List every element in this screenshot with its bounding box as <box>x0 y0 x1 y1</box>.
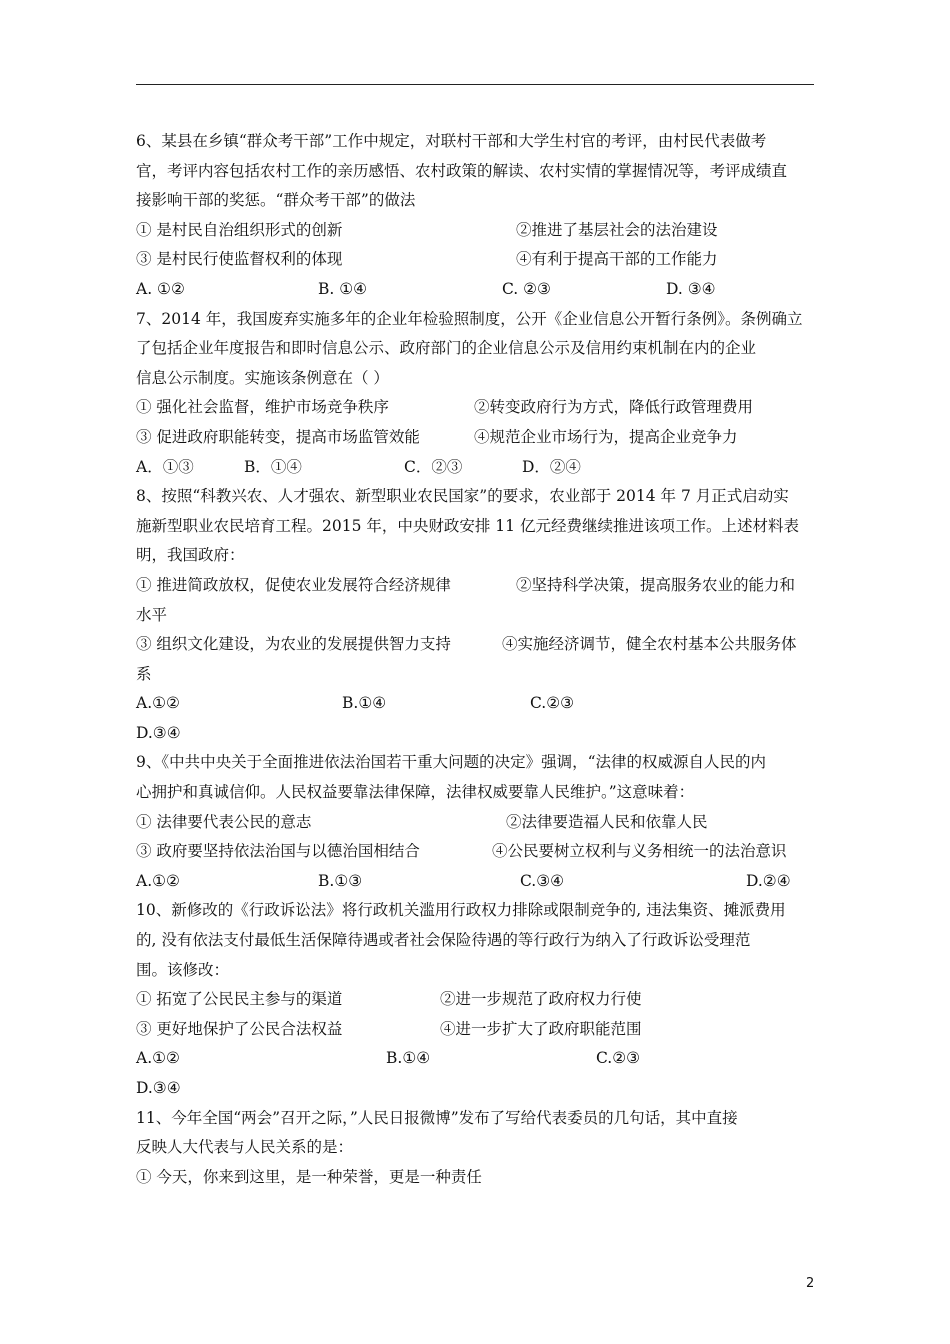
question-stem-line: 的, 没有依法支付最低生活保障待遇或者社会保险待遇的等行政行为纳入了行政诉讼受理范 <box>136 931 751 950</box>
choice-row <box>136 1074 816 1104</box>
page-content <box>136 127 816 1192</box>
header-rule <box>136 84 814 85</box>
choice-b: B.①③ <box>318 871 363 890</box>
choice-b: B. ①④ <box>318 279 368 298</box>
question-stem-line: 8、按照“科教兴农、人才强农、新型职业农民国家”的要求，农业部于 2014 年 7 月正式启动实 <box>136 487 789 506</box>
statement-row <box>136 571 816 601</box>
statement-4: ④有利于提高干部的工作能力 <box>516 250 718 269</box>
question-stem-line: 官，考评内容包括农村工作的亲历感悟、农村政策的解读、农村实情的掌握情况等，考评成绩直 <box>136 161 788 180</box>
statement-1: ① 拓宽了公民民主参与的渠道 <box>136 990 343 1009</box>
statement-4: ④公民要树立权利与义务相统一的法治意识 <box>492 842 787 861</box>
choice-c: C.③④ <box>520 871 565 890</box>
statement-row <box>136 216 816 246</box>
question-stem-line: 明，我国政府： <box>136 546 245 565</box>
statement-1: ① 推进简政放权，促使农业发展符合经济规律 <box>136 575 451 594</box>
statement-2: ②坚持科学决策，提高服务农业的能力和 <box>516 575 796 594</box>
choice-c: C．②③ <box>404 457 463 476</box>
statement-1: ① 法律要代表公民的意志 <box>136 812 312 831</box>
question-stem-line: 反映人大代表与人民关系的是： <box>136 1138 354 1157</box>
statement-continuation: 水平 <box>136 605 168 624</box>
statement-3: ③ 组织文化建设，为农业的发展提供智力支持 <box>136 635 451 654</box>
question-stem-line: 10、新修改的《行政诉讼法》将行政机关滥用行政权力排除或限制竞争的, 违法集资、摊派费用 <box>136 901 786 920</box>
choice-row <box>136 453 816 483</box>
statement-1: ① 是村民自治组织形式的创新 <box>136 220 343 239</box>
page-number: 2 <box>806 1276 815 1291</box>
statement-row <box>136 808 816 838</box>
question-8 <box>136 482 816 748</box>
statement-row <box>136 630 816 660</box>
choice-d: D.③④ <box>136 723 181 742</box>
question-stem-line: 9、《中共中央关于全面推进依法治国若干重大问题的决定》强调，“法律的权威源自人民的内 <box>136 753 767 772</box>
statement-1: ① 强化社会监督，维护市场竞争秩序 <box>136 398 389 417</box>
choice-a: A.①② <box>136 694 180 713</box>
question-11 <box>136 1104 816 1193</box>
statement-2: ②法律要造福人民和依靠人民 <box>506 812 708 831</box>
choice-a: A.①② <box>136 871 180 890</box>
question-stem-line: 6、某县在乡镇“群众考干部”工作中规定，对联村干部和大学生村官的考评，由村民代表做考 <box>136 132 767 150</box>
question-stem-line: 了包括企业年度报告和即时信息公示、政府部门的企业信息公示及信用约束机制在内的企业 <box>136 339 757 358</box>
choice-d: D．②④ <box>522 457 581 476</box>
statement-3: ③ 更好地保护了公民合法权益 <box>136 1019 343 1038</box>
choice-d: D. ③④ <box>666 279 716 298</box>
statement-2: ②转变政府行为方式，降低行政管理费用 <box>474 398 754 417</box>
choice-row <box>136 275 816 305</box>
question-stem-line: 信息公示制度。实施该条例意在（ ） <box>136 368 389 387</box>
question-stem-line: 接影响干部的奖惩。“群众考干部”的做法 <box>136 191 416 210</box>
statement-4: ④实施经济调节，健全农村基本公共服务体 <box>502 635 797 654</box>
question-stem-line: 围。该修改： <box>136 960 230 979</box>
choice-row <box>136 867 816 897</box>
choice-row <box>136 689 816 719</box>
statement-4: ④规范企业市场行为，提高企业竞争力 <box>474 427 738 446</box>
choice-a: A．①③ <box>136 457 194 476</box>
statement-row <box>136 423 816 453</box>
statement-row <box>136 985 816 1015</box>
question-7 <box>136 305 816 483</box>
choice-a: A. ①② <box>136 279 185 298</box>
question-9 <box>136 748 816 896</box>
choice-c: C.②③ <box>596 1049 641 1068</box>
statement-2: ②推进了基层社会的法治建设 <box>516 220 718 239</box>
choice-a: A.①② <box>136 1049 180 1068</box>
statement-4: ④进一步扩大了政府职能范围 <box>440 1019 642 1038</box>
statement-3: ③ 政府要坚持依法治国与以德治国相结合 <box>136 842 420 861</box>
question-stem-line: 11、今年全国“两会”召开之际，”人民日报微博”发布了写给代表委员的几句话，其中直接 <box>136 1108 738 1127</box>
question-10 <box>136 896 816 1103</box>
statement-continuation: 系 <box>136 664 152 683</box>
statement-3: ③ 促进政府职能转变，提高市场监管效能 <box>136 427 420 446</box>
choice-c: C. ②③ <box>502 279 551 298</box>
choice-row <box>136 1044 816 1074</box>
question-stem-line: 7、2014 年，我国废弃实施多年的企业年检验照制度，公开《企业信息公开暂行条例》。条例确立 <box>136 309 803 328</box>
question-stem-line: 心拥护和真诚信仰。人民权益要靠法律保障，法律权威要靠人民维护。”这意味着： <box>136 783 695 802</box>
statement-1: ① 今天，你来到这里，是一种荣誉，更是一种责任 <box>136 1167 482 1186</box>
choice-b: B．①④ <box>244 457 302 476</box>
statement-3: ③ 是村民行使监督权利的体现 <box>136 250 343 269</box>
statement-2: ②进一步规范了政府权力行使 <box>440 990 642 1009</box>
choice-row <box>136 719 816 749</box>
statement-row <box>136 245 816 275</box>
statement-row <box>136 1015 816 1045</box>
statement-row <box>136 837 816 867</box>
choice-d: D.②④ <box>746 871 791 890</box>
question-6 <box>136 127 816 305</box>
choice-c: C.②③ <box>530 694 575 713</box>
statement-row <box>136 393 816 423</box>
choice-d: D.③④ <box>136 1079 181 1097</box>
question-stem-line: 施新型职业农民培育工程。2015 年，中央财政安排 11 亿元经费继续推进该项工作。上述材料表 <box>136 516 799 535</box>
choice-b: B.①④ <box>342 694 387 713</box>
choice-b: B.①④ <box>386 1049 431 1068</box>
